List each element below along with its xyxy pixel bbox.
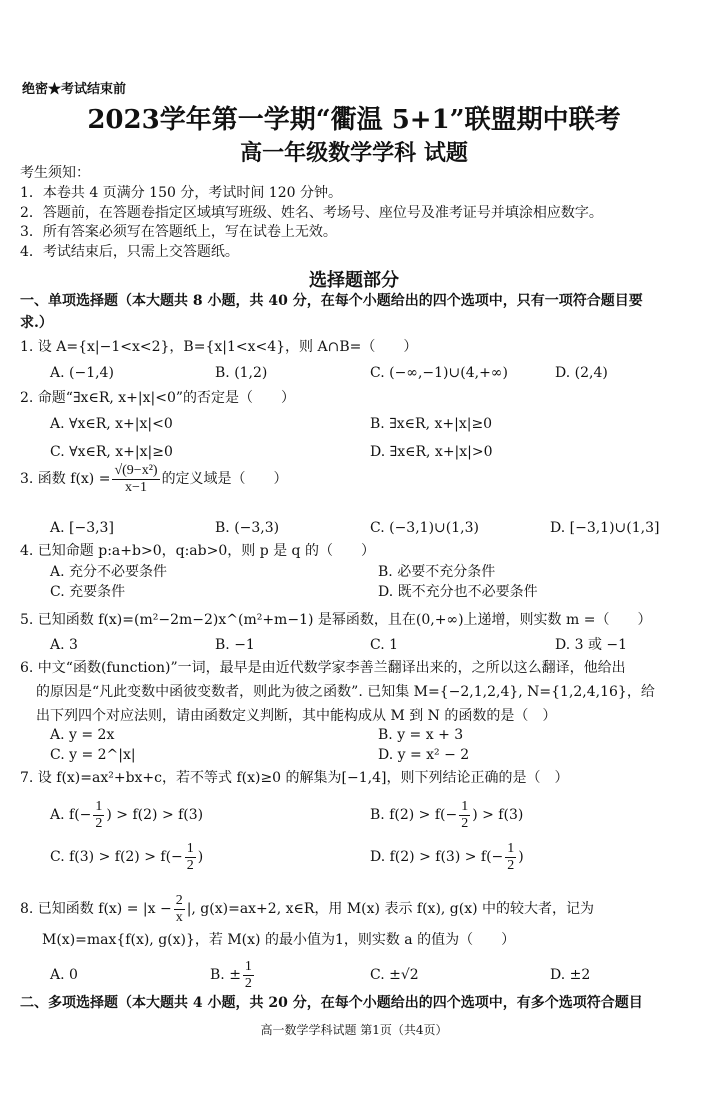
notice-item: 4．考试结束后，只需上交答题纸。 (20, 244, 239, 260)
fraction (112, 463, 159, 496)
fraction (174, 893, 185, 926)
fraction (93, 799, 104, 832)
option-text: A. f(− (50, 807, 92, 823)
denominator: x−1 (125, 479, 147, 495)
option-b: B. 必要不充分条件 (378, 564, 496, 580)
option-c: C. (−∞,−1)∪(4,+∞) (370, 365, 508, 381)
option-text: ) > f(2) > f(3) (106, 807, 204, 823)
denominator: 2 (507, 857, 515, 873)
notice-item: 1．本卷共 4 页满分 150 分，考试时间 120 分钟。 (20, 185, 342, 201)
question-8-cont: M(x)=max{f(x), g(x)}，若 M(x) 的最小值为1，则实数 a 的值为（ ） (42, 932, 516, 948)
question-5: 5. 已知函数 f(x)=(m²−2m−2)x^(m²+m−1) 是幂函数，且在(0,+∞)上递增，则实数 m =（ ） (20, 612, 652, 628)
question-3 (20, 462, 288, 496)
fraction (505, 841, 516, 874)
option-d: D. (2,4) (555, 365, 608, 381)
option-c: C. 1 (370, 637, 399, 653)
option-text: ) (518, 849, 524, 865)
exam-subtitle: 高一年级数学学科 试题 (240, 140, 468, 166)
option-d: D. y = x² − 2 (378, 747, 470, 763)
fraction (459, 799, 470, 832)
section-heading: 一、单项选择题（本大题共 8 小题，共 40 分，在每个小题给出的四个选项中，只有一项符合题目要 (20, 293, 643, 309)
question-6: 6. 中文“函数(function)”一词，最早是由近代数学家李善兰翻译出来的，之所以这么翻译，他给出 (20, 660, 626, 676)
option-b (370, 798, 523, 832)
option-b: B. −1 (215, 637, 255, 653)
option-a: A. (−1,4) (50, 365, 114, 381)
option-text: D. f(2) > f(3) > f(− (370, 849, 504, 865)
option-d: D. [−3,1)∪(1,3] (550, 520, 660, 536)
numerator: 1 (186, 840, 194, 856)
exam-title: 2023学年第一学期“衢温 5+1”联盟期中联考 (87, 105, 621, 135)
option-d (370, 840, 524, 874)
q3-prefix: 3. 函数 f(x) = (20, 471, 111, 487)
denominator: 2 (186, 857, 194, 873)
numerator: 2 (175, 892, 183, 908)
q8-prefix: 8. 已知函数 f(x) = |x − (20, 901, 172, 917)
option-c: C. y = 2^|x| (50, 747, 136, 763)
denominator: 2 (461, 815, 469, 831)
question-4: 4. 已知命题 p:a+b>0，q:ab>0，则 p 是 q 的（ ） (20, 543, 375, 559)
option-c: C. (−3,1)∪(1,3) (370, 520, 479, 536)
option-a: A. y = 2x (50, 727, 115, 743)
q3-suffix: 的定义域是（ ） (161, 471, 288, 487)
option-a: A. 0 (50, 967, 78, 983)
question-6-cont: 出下列四个对应法则，请由函数定义判断，其中能构成从 M 到 N 的函数的是（ ） (36, 708, 557, 724)
option-a: A. 充分不必要条件 (50, 564, 168, 580)
option-a (50, 798, 203, 832)
option-a: A. ∀x∈R, x+|x|<0 (50, 416, 173, 432)
option-c (50, 840, 203, 874)
option-text: B. f(2) > f(− (370, 807, 458, 823)
denominator: x (175, 909, 183, 925)
question-7: 7. 设 f(x)=ax²+bx+c，若不等式 f(x)≥0 的解集为[−1,4]，则下列结论正确的是（ ） (20, 770, 569, 786)
option-c: C. ∀x∈R, x+|x|≥0 (50, 444, 173, 460)
option-d: D. 3 或 −1 (555, 637, 628, 653)
notice-item: 3．所有答案必须写在答题纸上，写在试卷上无效。 (20, 224, 337, 240)
option-c: C. 充要条件 (50, 584, 126, 600)
option-a: A. [−3,3] (50, 520, 114, 536)
question-8 (20, 892, 594, 926)
option-d: D. 既不充分也不必要条件 (378, 584, 538, 600)
option-c: C. ±√2 (370, 967, 419, 983)
fraction (243, 959, 254, 992)
page-footer: 高一数学学科试题 第1页（共4页） (260, 1023, 448, 1037)
option-b: B. (−3,3) (215, 520, 280, 536)
secret-label: 绝密★考试结束前 (22, 82, 127, 97)
option-text: B. ± (210, 967, 241, 983)
option-text: ) > f(3) (472, 807, 524, 823)
option-b: B. (1,2) (215, 365, 268, 381)
option-a: A. 3 (50, 637, 78, 653)
option-b: B. y = x + 3 (378, 727, 464, 743)
numerator: √(9−x²) (114, 462, 158, 478)
denominator: 2 (95, 815, 103, 831)
numerator: 1 (461, 798, 469, 814)
section-heading-cont: 求.） (20, 315, 53, 331)
question-2: 2. 命题“∃x∈R, x+|x|<0”的否定是（ ） (20, 390, 296, 406)
part-title: 选择题部分 (309, 270, 399, 291)
question-6-cont: 的原因是“凡此变数中函彼变数者，则此为彼之函数”. 已知集 M={−2,1,2,4}, N={1,2,4,16}，给 (36, 684, 655, 700)
notice-item: 2．答题前，在答题卷指定区域填写班级、姓名、考场号、座位号及准考证号并填涂相应数字。 (20, 205, 603, 221)
fraction (185, 841, 196, 874)
option-d: D. ∃x∈R, x+|x|>0 (370, 444, 493, 460)
option-b: B. ∃x∈R, x+|x|≥0 (370, 416, 493, 432)
denominator: 2 (244, 975, 252, 991)
option-b (210, 958, 256, 992)
numerator: 1 (244, 958, 252, 974)
option-text: C. f(3) > f(2) > f(− (50, 849, 183, 865)
option-d: D. ±2 (550, 967, 591, 983)
q8-suffix: |, g(x)=ax+2, x∈R，用 M(x) 表示 f(x), g(x) 中的较大者，记为 (186, 901, 595, 917)
numerator: 1 (507, 840, 515, 856)
option-text: ) (197, 849, 204, 865)
notice-label: 考生须知： (20, 165, 90, 181)
question-1: 1. 设 A={x|−1<x<2}，B={x|1<x<4}，则 A∩B=（ ） (20, 339, 418, 355)
section-heading: 二、多项选择题（本大题共 4 小题，共 20 分，在每个小题给出的四个选项中，有多个选项符合题目 (20, 995, 643, 1011)
numerator: 1 (95, 798, 103, 814)
